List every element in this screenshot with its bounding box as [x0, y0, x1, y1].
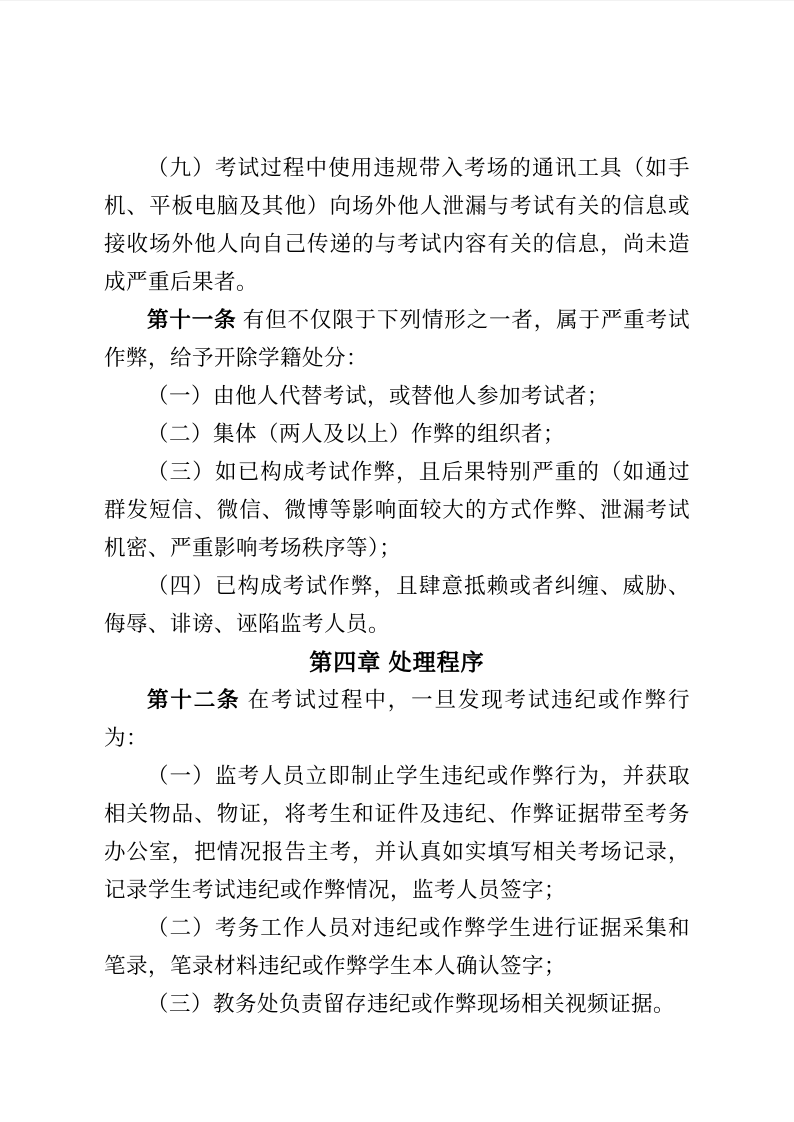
clause-9-paragraph: （九）考试过程中使用违规带入考场的通讯工具（如手机、平板电脑及其他）向场外他人泄漏与考试有关的信息或接收场外他人向自己传递的与考试内容有关的信息，尚未造成严重后果者。	[104, 156, 690, 294]
list-item-11-2: （二）集体（两人及以上）作弊的组织者；	[147, 422, 566, 446]
article-11-paragraph	[104, 301, 690, 377]
list-item-12-1: （一）监考人员立即制止学生违纪或作弊行为，并获取相关物品、物证，将考生和证件及违纪、作弊证据带至考务办公室，把情况报告主考，并认真如实填写相关考场记录，记录学生考试违纪或作弊情况，监考人员签字；	[104, 764, 690, 902]
list-item-12-2: （二）考务工作人员对违纪或作弊学生进行证据采集和笔录，笔录材料违纪或作弊学生本人确认签字；	[104, 916, 690, 978]
article-12-paragraph	[104, 681, 690, 757]
list-item-11-4: （四）已构成考试作弊，且肆意抵赖或者纠缠、威胁、侮辱、诽谤、诬陷监考人员。	[104, 574, 690, 636]
article-11-text: 有但不仅限于下列情形之一者，属于严重考试作弊，给予开除学籍处分：	[104, 308, 690, 370]
list-item-12-3: （三）教务处负责留存违纪或作弊现场相关视频证据。	[147, 992, 676, 1016]
chapter-4-heading: 第四章 处理程序	[309, 649, 485, 675]
article-12-text: 在考试过程中，一旦发现考试违纪或作弊行为：	[104, 688, 690, 750]
article-12-label: 第十二条	[147, 688, 241, 712]
list-item-11-3: （三）如已构成考试作弊，且后果特别严重的（如通过群发短信、微信、微博等影响面较大的方式作弊、泄漏考试机密、严重影响考场秩序等）；	[104, 460, 690, 560]
article-11-label: 第十一条	[147, 308, 237, 332]
list-item-11-1: （一）由他人代替考试，或替他人参加考试者；	[147, 384, 610, 408]
